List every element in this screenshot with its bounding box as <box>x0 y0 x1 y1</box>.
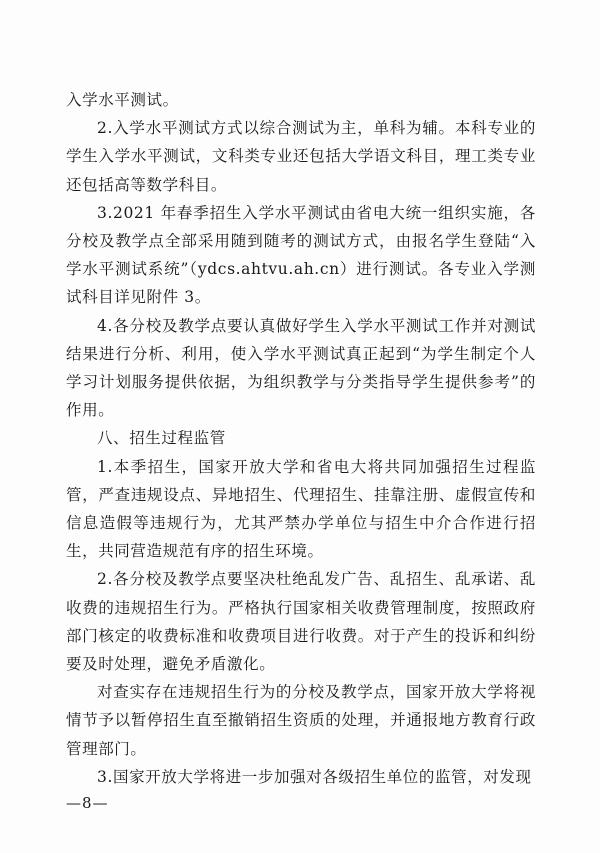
paragraph-supervision-1: 1.本季招生，国家开放大学和省电大将共同加强招生过程监管，严查违规设点、异地招生、代理招生、挂靠注册、虚假宣传和信息造假等违规行为，尤其严禁办学单位与招生中介合作进行招生，共同营造规范有序的招生环境。 <box>66 457 536 561</box>
paragraph-test-method: 2.入学水平测试方式以综合测试为主，单科为辅。本科专业的学生入学水平测试，文科类专业还包括大学语文科目，理工类专业还包括高等数学科目。 <box>66 119 536 194</box>
section-heading-supervision: 八、招生过程监管 <box>97 429 226 448</box>
paragraph-test-organization: 3.2021 年春季招生入学水平测试由省电大统一组织实施，各分校及教学点全部采用随到随考的测试方式，由报名学生登陆“入学水平测试系统”（ydcs.ahtvu.ah.cn）进行测试。各专业入学测试科目详见附件 3。 <box>66 203 536 307</box>
paragraph-continuation: 入学水平测试。 <box>66 91 179 109</box>
document-body <box>66 86 536 791</box>
paragraph-test-analysis: 4.各分校及教学点要认真做好学生入学水平测试工作并对测试结果进行分析、利用，使入学水平测试真正起到“为学生制定个人学习计划服务提供依据，为组织教学与分类指导学生提供参考”的作用。 <box>66 316 536 420</box>
paragraph-supervision-2: 2.各分校及教学点要坚决杜绝乱发广告、乱招生、乱承诺、乱收费的违规招生行为。严格执行国家相关收费管理制度，按照政府部门核定的收费标准和收费项目进行收费。对于产生的投诉和纠纷要及时处理，避免矛盾激化。 <box>66 570 536 674</box>
paragraph-supervision-3: 3.国家开放大学将进一步加强对各级招生单位的监管，对发现 <box>97 767 532 786</box>
paragraph-supervision-penalty: 对查实存在违规招生行为的分校及教学点，国家开放大学将视情节予以暂停招生直至撤销招生资质的处理，并通报地方教育行政管理部门。 <box>66 683 536 758</box>
page-number: —8— <box>66 794 109 812</box>
